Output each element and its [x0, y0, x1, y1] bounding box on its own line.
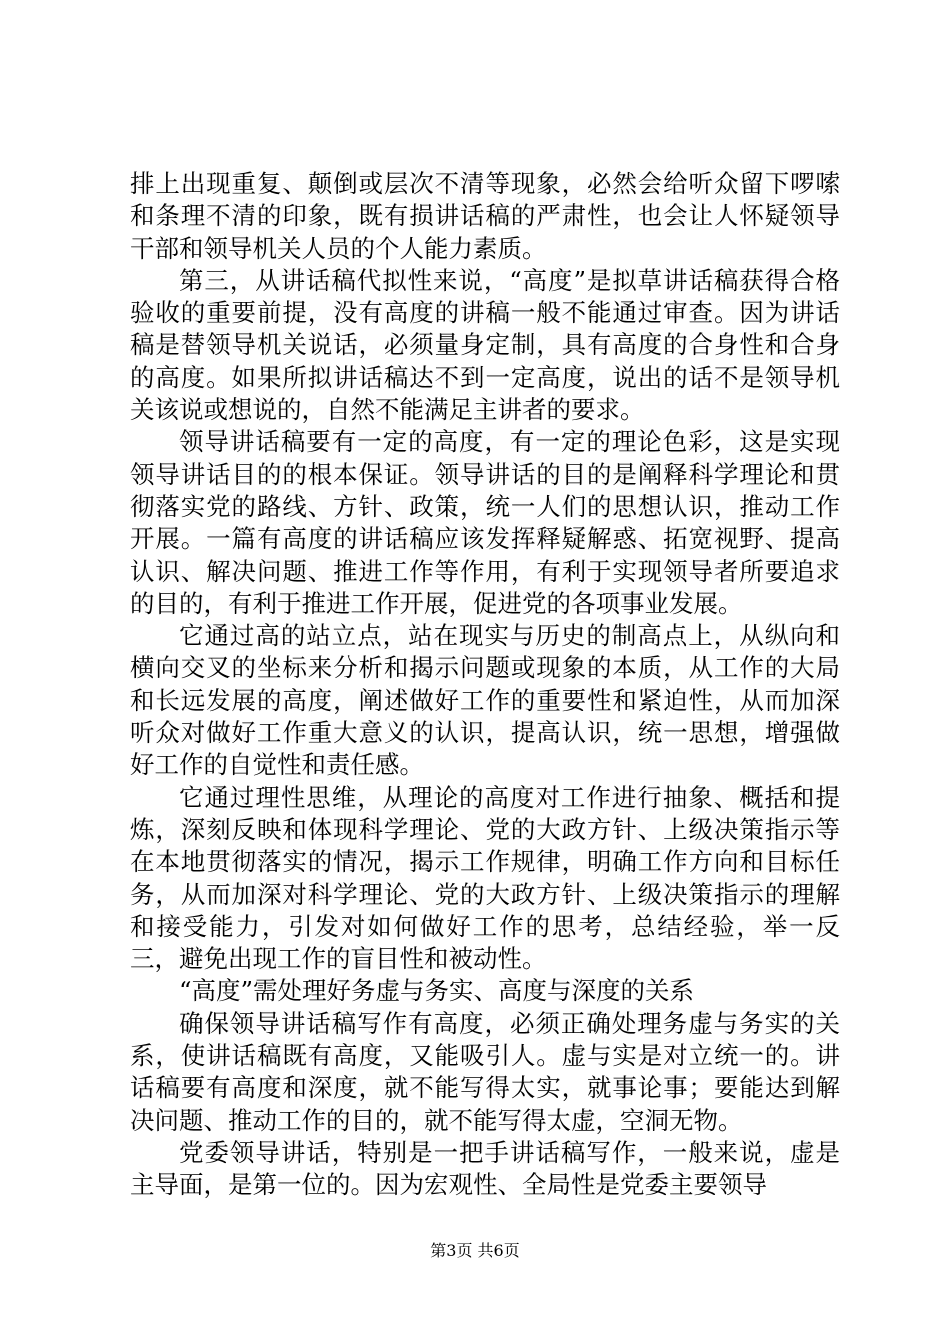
- page-number: 第3页 共6页: [430, 1241, 520, 1260]
- section-heading: “高度”需处理好务虚与务实、高度与深度的关系: [179, 976, 695, 1006]
- paragraph-7: 党委领导讲话，特别是一把手讲话稿写作，一般来说，虚是主导面，是第一位的。因为宏观性、全局性是党委主要领导: [130, 1137, 840, 1200]
- paragraph-5: 它通过理性思维，从理论的高度对工作进行抽象、概括和提炼，深刻反映和体现科学理论、党的大政方针、上级决策指示等在本地贯彻落实的情况，揭示工作规律，明确工作方向和目标任务，从而加深对科学理论、党的大政方针、上级决策指示的理解和接受能力，引发对如何做好工作的思考，总结经验，举一反三，避免出现工作的盲目性和被动性。: [130, 782, 840, 974]
- paragraph-1: 排上出现重复、颠倒或层次不清等现象，必然会给听众留下啰嗦和条理不清的印象，既有损讲话稿的严肃性，也会让人怀疑领导干部和领导机关人员的个人能力素质。: [130, 169, 840, 263]
- paragraph-3: 领导讲话稿要有一定的高度，有一定的理论色彩，这是实现领导讲话目的的根本保证。领导讲话的目的是阐释科学理论和贯彻落实党的路线、方针、政策，统一人们的思想认识，推动工作开展。一篇有高度的讲话稿应该发挥释疑解惑、拓宽视野、提高认识、解决问题、推进工作等作用，有利于实现领导者所要追求的目的，有利于推进工作开展，促进党的各项事业发展。: [130, 427, 840, 618]
- paragraph-2: 第三，从讲话稿代拟性来说，“高度”是拟草讲话稿获得合格验收的重要前提，没有高度的讲稿一般不能通过审查。因为讲话稿是替领导机关说话，必须量身定制，具有高度的合身性和合身的高度。如果所拟讲话稿达不到一定高度，说出的话不是领导机关该说或想说的，自然不能满足主讲者的要求。: [130, 265, 840, 425]
- document-body: [130, 168, 840, 1202]
- paragraph-6: 确保领导讲话稿写作有高度，必须正确处理务虚与务实的关系，使讲话稿既有高度，又能吸引人。虚与实是对立统一的。讲话稿要有高度和深度，就不能写得太实，就事论事；要能达到解决问题、推动工作的目的，就不能写得太虚，空洞无物。: [130, 1008, 840, 1135]
- paragraph-4: 它通过高的站立点，站在现实与历史的制高点上，从纵向和横向交叉的坐标来分析和揭示问题或现象的本质，从工作的大局和长远发展的高度，阐述做好工作的重要性和紧迫性，从而加深听众对做好工作重大意义的认识，提高认识，统一思想，增强做好工作的自觉性和责任感。: [130, 621, 840, 780]
- page-footer: [0, 1241, 950, 1261]
